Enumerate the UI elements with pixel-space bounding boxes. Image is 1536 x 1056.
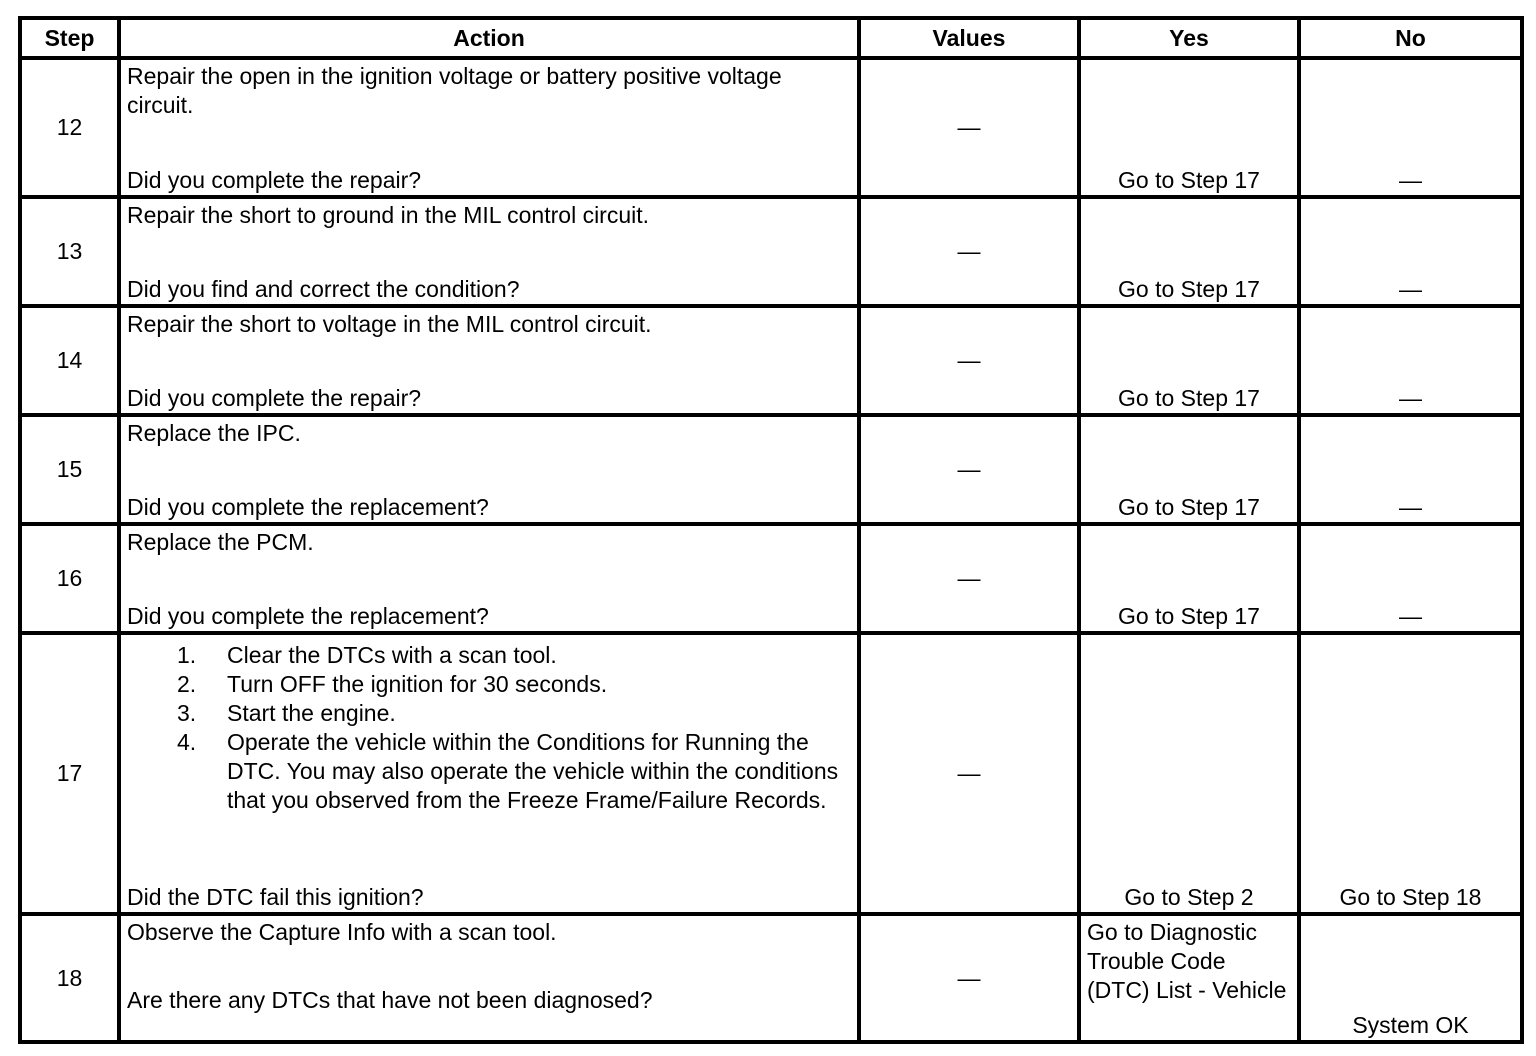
action-question: Are there any DTCs that have not been diagnosed? [127, 987, 653, 1013]
action-cell [119, 197, 859, 306]
substep-number: 4. [177, 729, 197, 755]
header-values: Values [859, 18, 1079, 58]
substep-text: Start the engine. [227, 700, 396, 726]
step-number: 18 [20, 914, 119, 1042]
yes-cell: Go to Step 17 [1079, 58, 1299, 197]
no-cell: — [1299, 58, 1522, 197]
no-cell: — [1299, 524, 1522, 633]
substep-list [127, 637, 851, 815]
action-cell [119, 914, 859, 1042]
list-item [177, 728, 851, 815]
yes-cell: Go to Step 17 [1079, 524, 1299, 633]
substep-number: 1. [177, 642, 197, 668]
substep-text: Operate the vehicle within the Conditions for Running the DTC. You may also operate the vehicle within the conditions that you observed from the Freeze Frame/Failure Records. [227, 729, 839, 813]
no-cell: — [1299, 415, 1522, 524]
action-text: Replace the PCM. [127, 529, 314, 555]
action-text: Replace the IPC. [127, 420, 301, 446]
substep-text: Turn OFF the ignition for 30 seconds. [227, 671, 608, 697]
step-number: 12 [20, 58, 119, 197]
step-number: 13 [20, 197, 119, 306]
action-text: Repair the open in the ignition voltage or battery positive voltage circuit. [127, 63, 782, 118]
action-question: Did you find and correct the condition? [127, 276, 520, 302]
action-cell [119, 524, 859, 633]
header-no: No [1299, 18, 1522, 58]
action-cell [119, 306, 859, 415]
step-number: 17 [20, 633, 119, 914]
action-text: Repair the short to ground in the MIL control circuit. [127, 202, 650, 228]
no-cell: System OK [1299, 914, 1522, 1042]
action-question: Did you complete the replacement? [127, 494, 489, 520]
table-row [20, 633, 1522, 914]
no-cell: — [1299, 197, 1522, 306]
no-cell: — [1299, 306, 1522, 415]
list-item [177, 670, 851, 699]
action-cell [119, 415, 859, 524]
header-action: Action [119, 18, 859, 58]
yes-cell: Go to Diagnostic Trouble Code (DTC) List - Vehicle [1079, 914, 1299, 1042]
table-row [20, 58, 1522, 197]
substep-number: 2. [177, 671, 197, 697]
list-item [177, 641, 851, 670]
table-row [20, 306, 1522, 415]
table-row [20, 197, 1522, 306]
table-header-row [20, 18, 1522, 58]
values-cell: — [859, 914, 1079, 1042]
diagnostic-table [18, 16, 1524, 1044]
values-cell: — [859, 415, 1079, 524]
table-row [20, 914, 1522, 1042]
list-item [177, 699, 851, 728]
substep-text: Clear the DTCs with a scan tool. [227, 642, 557, 668]
action-question: Did you complete the repair? [127, 385, 422, 411]
values-cell: — [859, 633, 1079, 914]
action-cell [119, 58, 859, 197]
yes-cell: Go to Step 2 [1079, 633, 1299, 914]
values-cell: — [859, 306, 1079, 415]
header-yes: Yes [1079, 18, 1299, 58]
step-number: 15 [20, 415, 119, 524]
action-question: Did the DTC fail this ignition? [127, 884, 424, 910]
yes-cell: Go to Step 17 [1079, 197, 1299, 306]
step-number: 16 [20, 524, 119, 633]
table-row [20, 415, 1522, 524]
action-cell [119, 633, 859, 914]
action-text: Observe the Capture Info with a scan tool. [127, 919, 557, 945]
no-cell: Go to Step 18 [1299, 633, 1522, 914]
step-number: 14 [20, 306, 119, 415]
action-question: Did you complete the replacement? [127, 603, 489, 629]
values-cell: — [859, 524, 1079, 633]
substep-number: 3. [177, 700, 197, 726]
values-cell: — [859, 197, 1079, 306]
action-question: Did you complete the repair? [127, 167, 422, 193]
action-text: Repair the short to voltage in the MIL control circuit. [127, 311, 652, 337]
table-row [20, 524, 1522, 633]
header-step: Step [20, 18, 119, 58]
values-cell: — [859, 58, 1079, 197]
yes-cell: Go to Step 17 [1079, 306, 1299, 415]
yes-cell: Go to Step 17 [1079, 415, 1299, 524]
